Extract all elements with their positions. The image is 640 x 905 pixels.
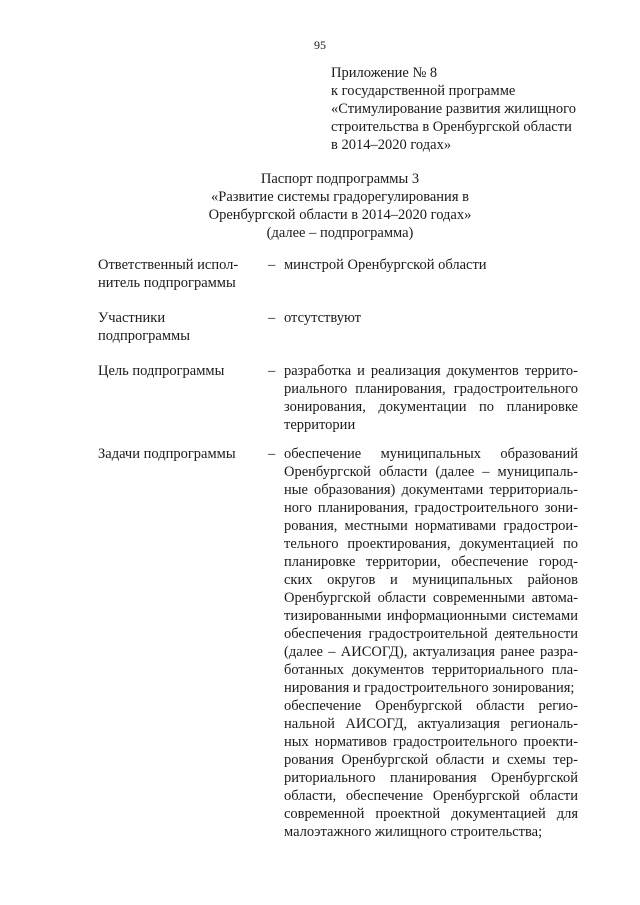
label-line: нитель подпрограммы — [98, 275, 236, 291]
value-line: разработка и реализация документов террито- — [284, 363, 578, 379]
appendix-line: Приложение № 8 — [331, 65, 438, 81]
appendix-line: «Стимулирование развития жилищного — [331, 101, 576, 117]
row-value — [284, 445, 578, 841]
value-line: обеспечение Оренбургской области регио- — [284, 698, 578, 714]
passport-title-line: «Развитие системы градорегулирования в — [211, 189, 469, 205]
row-value — [284, 309, 578, 327]
row-value — [284, 362, 578, 434]
appendix-line: строительства в Оренбургской области — [331, 119, 572, 135]
value-line: риториального планирования Оренбургской — [284, 770, 578, 786]
label-line: Задачи подпрограммы — [98, 446, 236, 462]
value-line: современной проектной документацией для — [284, 806, 578, 822]
value-line: ного планирования, градостроительного зони- — [284, 500, 578, 516]
row-dash: – — [268, 363, 276, 379]
value-line: риального планирования, градостроительного — [284, 381, 578, 397]
value-line: нальной АИСОГД, актуализация региональ- — [284, 716, 578, 732]
passport-title-line: Оренбургской области в 2014–2020 годах» — [208, 207, 472, 223]
label-line: подпрограммы — [98, 328, 190, 344]
value-line: ные образования) документами территориаль- — [284, 482, 578, 498]
value-line: ботанных документов территориального пла- — [284, 662, 578, 678]
row-dash: – — [268, 446, 276, 462]
value-line: тельного проектирования, документацией по — [284, 536, 578, 552]
passport-title — [0, 170, 640, 242]
value-line: планировке территории, обеспечение город- — [284, 554, 578, 570]
value-line: рования, местными нормативами градострои- — [284, 518, 578, 534]
value-line: зонирования, документации по планировке — [284, 399, 578, 415]
value-line: Оренбургской области современными автома- — [284, 590, 578, 606]
row-label — [98, 309, 258, 345]
value-line: обеспечение муниципальных образований — [284, 446, 578, 462]
row-label — [98, 362, 258, 380]
value-line: обеспечения градостроительной деятельности — [284, 626, 578, 642]
value-line: нирования и градостроительного зонирования; — [284, 680, 575, 696]
value-line: тизированными информационными системами — [284, 608, 578, 624]
row-label — [98, 256, 258, 292]
value-line: ских округов и муниципальных районов — [284, 572, 578, 588]
label-line: Ответственный испол- — [98, 257, 239, 273]
row-label — [98, 445, 258, 463]
row-value — [284, 256, 578, 274]
page-number: 95 — [314, 38, 326, 52]
appendix-block — [331, 64, 601, 154]
row-dash: – — [268, 310, 276, 326]
label-line: Цель подпрограммы — [98, 363, 225, 379]
label-line: Участники — [98, 310, 166, 326]
value-line: рования Оренбургской области и схемы тер- — [284, 752, 578, 768]
value-line: (далее – АИСОГД), актуализация ранее разра- — [284, 644, 578, 660]
value-line: территории — [284, 417, 356, 433]
value-line: малоэтажного жилищного строительства; — [284, 824, 543, 840]
value-line: Оренбургской области (далее – муниципаль- — [284, 464, 578, 480]
passport-title-line: Паспорт подпрограммы 3 — [260, 171, 420, 187]
value-line: минстрой Оренбургской области — [284, 257, 487, 273]
value-line: области, обеспечение Оренбургской области — [284, 788, 578, 804]
value-line: ных нормативов градостроительного проекти- — [284, 734, 578, 750]
appendix-line: к государственной программе — [331, 83, 516, 99]
appendix-line: в 2014–2020 годах» — [331, 137, 452, 153]
value-line: отсутствуют — [284, 310, 361, 326]
row-dash: – — [268, 257, 276, 273]
passport-title-line: (далее – подпрограмма) — [266, 225, 414, 241]
